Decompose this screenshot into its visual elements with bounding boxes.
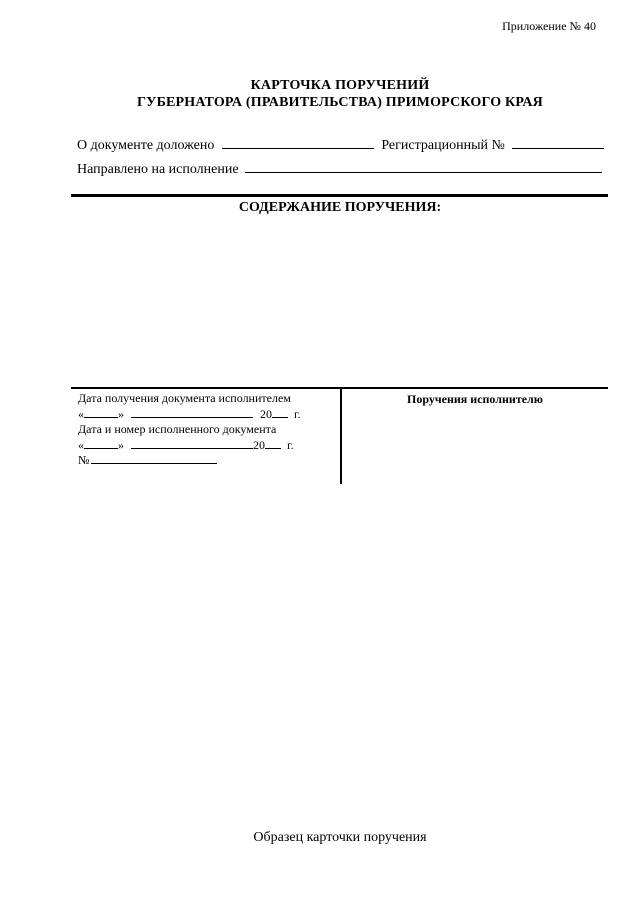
top-divider <box>71 194 608 197</box>
receipt-day-field[interactable] <box>84 408 118 418</box>
sent-label: Направлено на исполнение <box>77 162 239 177</box>
reg-number-field[interactable] <box>512 137 604 149</box>
reported-field[interactable] <box>222 137 374 149</box>
executor-block <box>78 391 301 469</box>
footer-caption: Образец карточки поручения <box>253 830 427 845</box>
receipt-year-field[interactable] <box>272 408 288 418</box>
done-year-field[interactable] <box>265 439 281 449</box>
sent-row <box>77 161 602 178</box>
content-title: СОДЕРЖАНИЕ ПОРУЧЕНИЯ: <box>238 200 442 215</box>
sent-field[interactable] <box>245 161 602 173</box>
reg-number-label: Регистрационный № <box>381 138 505 153</box>
instructions-title: Поручения исполнителю <box>407 392 543 406</box>
reported-row <box>77 137 604 154</box>
appendix-label: Приложение № 40 <box>502 19 596 33</box>
receipt-date-row: « » 20 г. <box>78 406 301 421</box>
reported-label: О документе доложено <box>77 138 215 153</box>
done-month-field[interactable] <box>131 439 253 449</box>
done-doc-label: Дата и номер исполненного документа <box>78 422 277 436</box>
done-date-row: « » 20 г. <box>78 437 294 452</box>
receipt-date-label: Дата получения документа исполнителем <box>78 391 291 405</box>
done-day-field[interactable] <box>84 439 118 449</box>
card-title-line-2: ГУБЕРНАТОРА (ПРАВИТЕЛЬСТВА) ПРИМОРСКОГО КРАЯ <box>136 95 543 110</box>
receipt-month-field[interactable] <box>131 408 253 418</box>
done-number-field[interactable] <box>91 454 217 464</box>
done-number-row: № <box>78 453 301 469</box>
card-title-line-1: КАРТОЧКА ПОРУЧЕНИЙ <box>250 78 430 93</box>
